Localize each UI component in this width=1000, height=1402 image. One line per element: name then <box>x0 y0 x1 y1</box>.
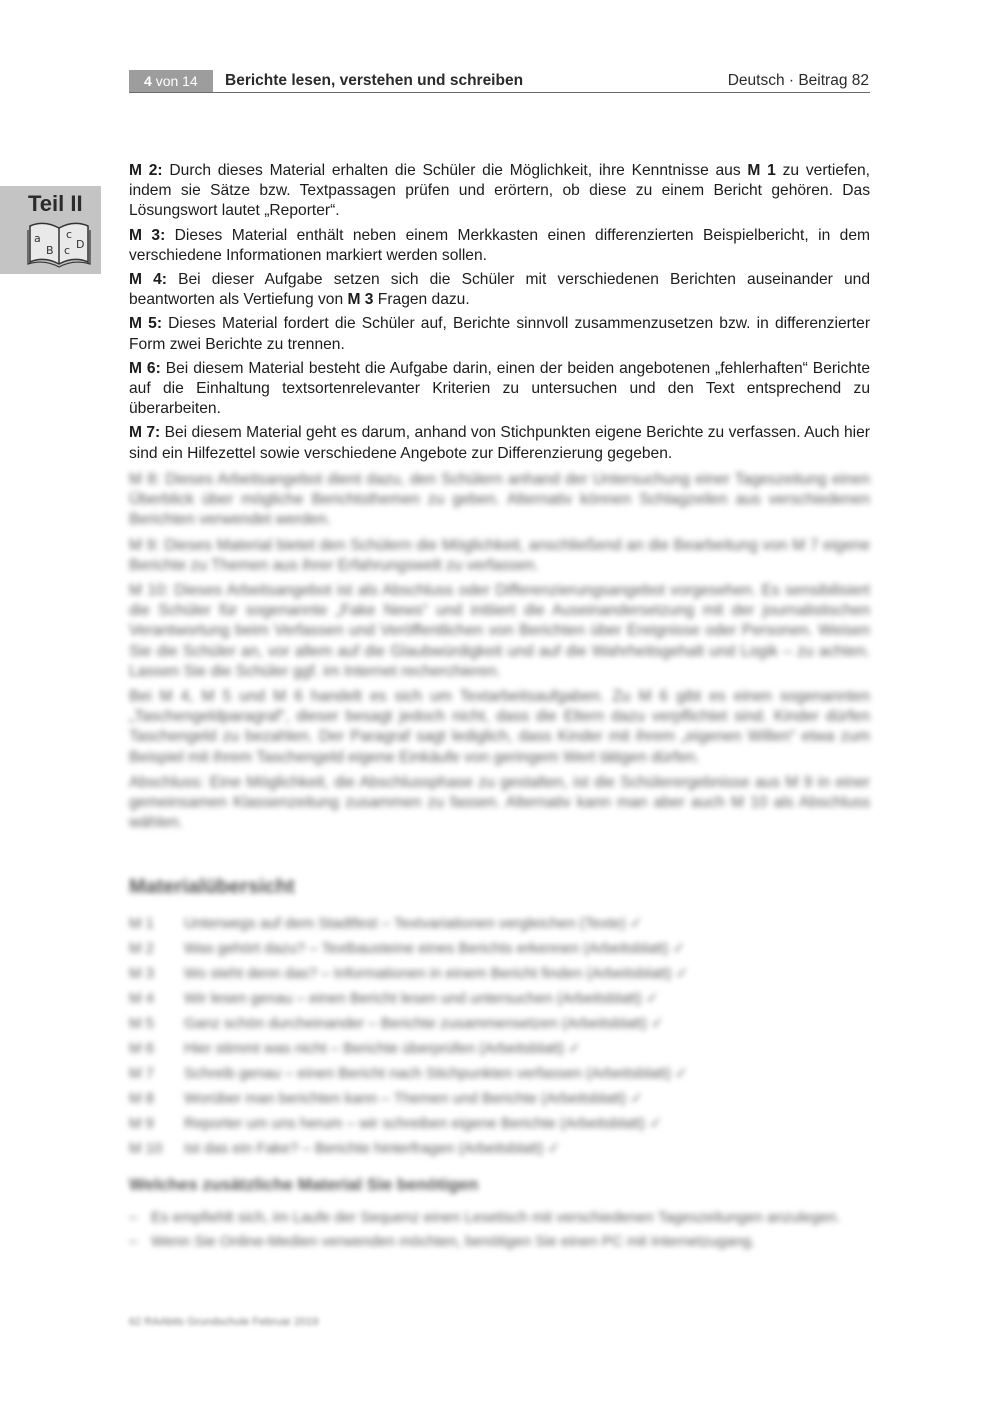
material-list-text: Was gehört dazu? – Textbausteine eines Berichts erkennen (Arbeitsblatt) ✓ <box>184 940 686 957</box>
blurred-paragraph: M 9: Dieses Material bietet den Schülern die Möglichkeit, anschließend an die Bearbeitung von M 7 eigene Berichte zu Themen aus ihrer Erfahrungswelt zu verfassen. <box>129 536 870 574</box>
material-list-item <box>129 1136 870 1161</box>
paragraph-text: Bei diesem Material geht es darum, anhand von Stichpunkten eigene Berichte zu verfassen. Auch hier sind ein Hilfezettel sowie verschiedene Angebote zur Differenzierung gegeben. <box>129 424 870 462</box>
blurred-paragraph: M 8: Dieses Arbeitsangebot dient dazu, den Schülern anhand der Untersuchung einer Tageszeitung einen Überblick über mögliche Berichtsthemen zu geben. Alternativ können Schlagzeilen aus verschiedenen Berichten verwendet werden. <box>129 471 870 529</box>
material-code: M 5: <box>129 315 163 333</box>
material-description-3 <box>129 226 870 266</box>
page-number-box <box>129 70 213 92</box>
blurred-paragraph: Bei M 4, M 5 und M 6 handelt es sich um Textarbeitsaufgaben. Zu M 6 gibt es einen sogenannten „Taschengeldparagraf“, dieser besagt jedoch nicht, dass die Eltern dazu verpflichtet sind. Kinder dürfen Taschengeld zu bezahlen. Der Paragraf sagt lediglich, dass Kinder mit ihrem „eigenen Willen“ etwa zum Beispiel mit ihrem Taschengeld eigene Einkäufe von geringem Wert tätigen dürfen. <box>129 688 870 766</box>
svg-text:a: a <box>34 232 41 245</box>
material-description-4 <box>129 270 870 310</box>
material-list-text: Worüber man berichten kann – Themen und Berichte (Arbeitsblatt) ✓ <box>184 1090 643 1107</box>
material-code: M 7: <box>129 424 161 442</box>
material-list-text: Ganz schön durcheinander – Berichte zusammensetzen (Arbeitsblatt) ✓ <box>184 1015 664 1032</box>
side-tab <box>0 186 101 274</box>
material-list-code: M 7 <box>129 1065 155 1082</box>
page-current: 4 <box>144 73 152 89</box>
material-list-text: Reporter um uns herum – wir schreiben eigene Berichte (Arbeitsblatt) ✓ <box>184 1115 662 1132</box>
material-code: M 2: <box>129 162 163 179</box>
material-list-text: Wir lesen genau – einen Bericht lesen und untersuchen (Arbeitsblatt) ✓ <box>184 990 659 1007</box>
bullet-item <box>129 1232 870 1252</box>
material-code: M 4: <box>129 271 167 289</box>
material-list-code: M 2 <box>129 940 155 957</box>
page-of: von 14 <box>155 73 198 89</box>
blurred-section <box>129 470 870 838</box>
paragraph-text: Dieses Material fordert die Schüler auf, Berichte sinnvoll zusammenzusetzen bzw. in differenzierter Form zwei Berichte zu trennen. <box>129 315 871 353</box>
page-header <box>129 70 870 93</box>
material-list-item <box>129 961 870 986</box>
material-list-text: Hier stimmt was nicht – Berichte überprüfen (Arbeitsblatt) ✓ <box>184 1040 581 1057</box>
material-description-5 <box>129 314 870 354</box>
material-list <box>129 911 870 1161</box>
material-list-code: M 10 <box>129 1140 163 1157</box>
material-list-code: M 8 <box>129 1090 155 1107</box>
paragraph-text: zu vertiefen, indem sie Sätze bzw. Textpassagen prüfen und erörtern, ob diese zu einem Bericht gehören. Das Lösungswort lautet „Reporter“. <box>129 162 871 220</box>
document-title: Berichte lesen, verstehen und schreiben <box>225 72 524 89</box>
material-code: M 6: <box>129 359 161 377</box>
material-list-item <box>129 1036 870 1061</box>
material-code: M 3 <box>347 291 374 309</box>
additional-material-heading: Welches zusätzliche Material Sie benötigen <box>129 1175 479 1194</box>
side-tab-label: Teil II <box>28 191 83 216</box>
blurred-paragraphs <box>129 470 870 833</box>
material-list-code: M 1 <box>129 915 155 932</box>
paragraph-text: Dieses Material enthält neben einem Merkkasten einen differenzierten Beispielbericht, in dem verschiedene Informationen markiert werden sollen. <box>129 226 871 264</box>
svg-text:c: c <box>64 244 71 257</box>
material-list-item <box>129 1011 870 1036</box>
material-list-code: M 6 <box>129 1040 155 1057</box>
paragraph-text: Bei diesem Material besteht die Aufgabe darin, einen der beiden angebotenen „fehlerhaften“ Berichte auf die Einhaltung textsortenrelevanter Kriterien zu untersuchen und den Text entsprechend zu überarbeiten. <box>129 359 870 418</box>
bullet-text: Wenn Sie Online-Medien verwenden möchten, benötigen Sie einen PC mit Internetzugang. <box>151 1233 756 1250</box>
material-description-7 <box>129 423 870 463</box>
bullet-item <box>129 1208 870 1228</box>
svg-text:B: B <box>46 244 54 257</box>
bullet-dash: – <box>129 1233 138 1250</box>
material-list-item <box>129 911 870 936</box>
material-description-6 <box>129 359 870 420</box>
material-list-item <box>129 1111 870 1136</box>
material-list-text: Unterwegs auf dem Stadtfest – Textvariationen vergleichen (Texte) ✓ <box>184 915 643 932</box>
bullet-dash: – <box>129 1209 138 1226</box>
paragraph-text: Bei dieser Aufgabe setzen sich die Schüler mit verschiedenen Berichten auseinander und beantworten als Vertiefung von <box>129 271 870 309</box>
material-list-code: M 4 <box>129 990 155 1007</box>
blurred-paragraph: M 10: Dieses Arbeitsangebot ist als Abschluss oder Differenzierungsangebot vorgesehen. Es sensibilisiert die Schüler für sogenannte „Fake News“ und initiiert die Auseinandersetzung mit der journalistischen Verantwortung beim Verfassen und Veröffentlichen von Berichten über Ereignisse oder Personen. Weisen Sie die Schüler an, vor allem auf die Glaubwürdigkeit und auf die Wahrheitsgehalt und Logik – zu achten. Lassen Sie die Schüler ggf. im Internet recherchieren. <box>129 582 870 680</box>
bullet-text: Es empfiehlt sich, im Laufe der Sequenz einen Lesetisch mit verschiedenen Tageszeitungen anzulegen. <box>151 1209 841 1226</box>
additional-material-list <box>129 1208 870 1256</box>
material-list-item <box>129 936 870 961</box>
material-list-text: Wo steht denn das? – Informationen in einem Bericht finden (Arbeitsblatt) ✓ <box>184 965 689 982</box>
material-code: M 1 <box>747 162 776 179</box>
material-list-item <box>129 986 870 1011</box>
material-list-code: M 9 <box>129 1115 155 1132</box>
material-list-code: M 3 <box>129 965 155 982</box>
material-overview-heading: Materialübersicht <box>129 876 295 898</box>
material-list-item <box>129 1086 870 1111</box>
main-text <box>129 161 870 468</box>
svg-text:D: D <box>76 238 85 251</box>
page-footer: 62 RAAbits Grundschule Februar 2019 <box>129 1316 319 1328</box>
material-list-text: Ist das ein Fake? – Berichte hinterfragen (Arbeitsblatt) ✓ <box>184 1140 561 1157</box>
paragraph-text: Durch dieses Material erhalten die Schüler die Möglichkeit, ihre Kenntnisse aus <box>162 162 748 179</box>
book-icon <box>26 218 92 268</box>
svg-text:c: c <box>66 228 73 241</box>
blurred-paragraph: Abschluss: Eine Möglichkeit, die Abschlussphase zu gestalten, ist die Schülerergebnisse aus M 9 in einer gemeinsamen Klassenzeitung zusammen zu fassen. Alternativ kann man aber auch M 10 als Abschluss wählen. <box>129 773 870 832</box>
paragraph-text: Fragen dazu. <box>373 291 470 309</box>
material-description-2 <box>129 161 870 222</box>
material-list-code: M 5 <box>129 1015 155 1032</box>
material-list-text: Schreib genau – einen Bericht nach Stichpunkten verfassen (Arbeitsblatt) ✓ <box>184 1065 688 1082</box>
material-list-item <box>129 1061 870 1086</box>
subject-label: Deutsch · Beitrag 82 <box>727 72 869 89</box>
material-code: M 3: <box>129 226 166 244</box>
